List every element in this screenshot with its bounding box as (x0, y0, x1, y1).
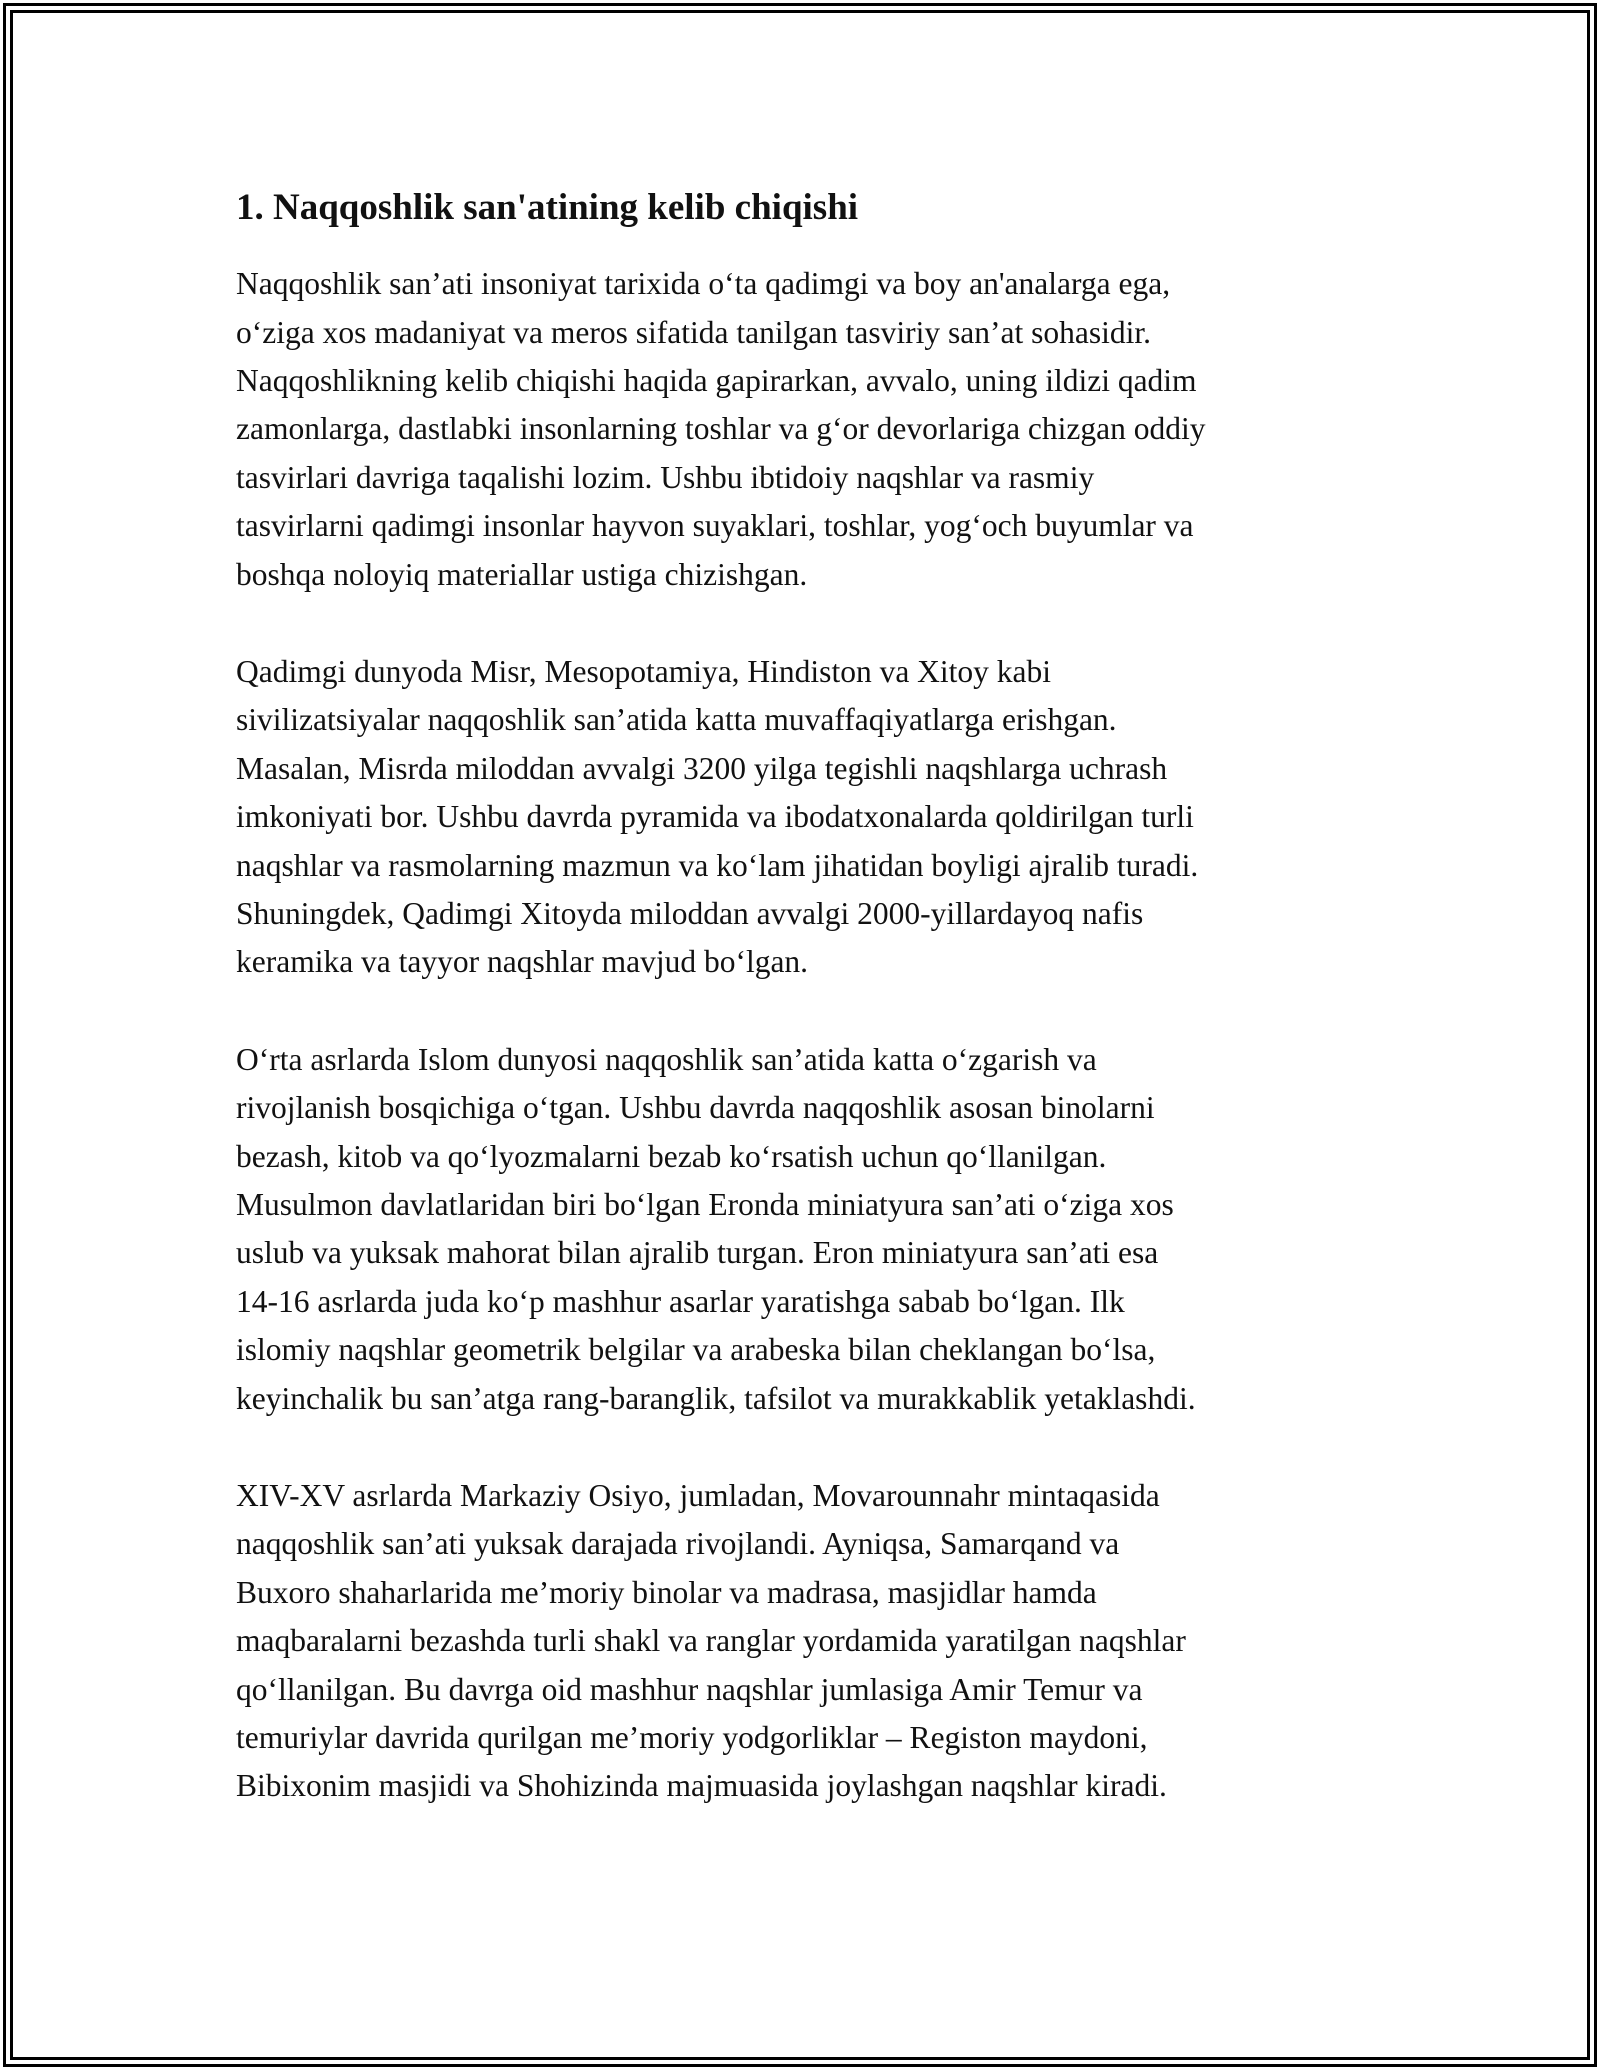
text-line: keyinchalik bu san’atga rang-baranglik, tafsilot va murakkablik yetaklashdi. (236, 1380, 1196, 1416)
text-line: qo‘llanilgan. Bu davrga oid mashhur naqshlar jumlasiga Amir Temur va (236, 1671, 1143, 1707)
text-line: Buxoro shaharlarida me’moriy binolar va madrasa, masjidlar hamda (236, 1574, 1097, 1610)
text-line: uslub va yuksak mahorat bilan ajralib turgan. Eron miniatyura san’ati esa (236, 1235, 1159, 1271)
text-line: naqqoshlik san’ati yuksak darajada rivojlandi. Ayniqsa, Samarqand va (236, 1526, 1120, 1562)
section-title: 1. Naqqoshlik san'atining kelib chiqishi (236, 187, 859, 228)
text-line: imkoniyati bor. Ushbu davrda pyramida va ibodatxonalarda qoldirilgan turli (236, 799, 1194, 835)
text-line: O‘rta asrlarda Islom dunyosi naqqoshlik san’atida katta o‘zgarish va (236, 1041, 1097, 1077)
text-line: Naqqoshlikning kelib chiqishi haqida gapirarkan, avvalo, uning ildizi qadim (236, 362, 1197, 398)
text-line: Naqqoshlik san’ati insoniyat tarixida o‘ta qadimgi va boy an'analarga ega, (236, 266, 1171, 302)
text-line: Musulmon davlatlaridan biri bo‘lgan Eronda miniatyura san’ati o‘ziga xos (236, 1187, 1174, 1222)
text-line: o‘ziga xos madaniyat va meros sifatida tanilgan tasviriy san’at sohasidir. (236, 314, 1152, 350)
text-line: Shuningdek, Qadimgi Xitoyda miloddan avvalgi 2000-yillardayoq nafis (236, 895, 1144, 931)
text-line: 14-16 asrlarda juda ko‘p mashhur asarlar yaratishga sabab bo‘lgan. Ilk (236, 1283, 1125, 1319)
text-line: zamonlarga, dastlabki insonlarning toshlar va g‘or devorlariga chizgan oddiy (236, 411, 1206, 447)
text-line: rivojlanish bosqichiga o‘tgan. Ushbu davrda naqqoshlik asosan binolarni (236, 1090, 1155, 1126)
text-line: Bibixonim masjidi va Shohizinda majmuasida joylashgan naqshlar kiradi. (236, 1768, 1167, 1804)
document-body (236, 184, 1396, 1860)
text-line: Masalan, Misrda miloddan avvalgi 3200 yilga tegishli naqshlarga uchrash (236, 750, 1168, 786)
paragraph-ancient-world (236, 648, 1396, 987)
text-line: XIV-XV asrlarda Markaziy Osiyo, jumladan, Movarounnahr mintaqasida (236, 1478, 1160, 1514)
paragraph-central-asia (236, 1472, 1396, 1811)
text-line: Qadimgi dunyoda Misr, Mesopotamiya, Hindiston va Xitoy kabi (236, 653, 1052, 689)
paragraph-origins (236, 260, 1396, 599)
text-line: sivilizatsiyalar naqqoshlik san’atida katta muvaffaqiyatlarga erishgan. (236, 702, 1117, 738)
text-line: bezash, kitob va qo‘lyozmalarni bezab ko‘rsatish uchun qo‘llanilgan. (236, 1138, 1107, 1174)
text-line: naqshlar va rasmolarning mazmun va ko‘lam jihatidan boyligi ajralib turadi. (236, 847, 1199, 883)
text-line: maqbaralarni bezashda turli shakl va ranglar yordamida yaratilgan naqshlar (236, 1623, 1186, 1659)
text-line: temuriylar davrida qurilgan me’moriy yodgorliklar – Registon maydoni, (236, 1720, 1148, 1756)
paragraph-middle-ages (236, 1036, 1396, 1423)
text-line: tasvirlarni qadimgi insonlar hayvon suyaklari, toshlar, yog‘och buyumlar va (236, 508, 1194, 544)
text-line: boshqa noloyiq materiallar ustiga chizishgan. (236, 556, 808, 592)
text-line: keramika va tayyor naqshlar mavjud bo‘lgan. (236, 944, 809, 980)
text-line: tasvirlari davriga taqalishi lozim. Ushbu ibtidoiy naqshlar va rasmiy (236, 459, 1095, 495)
text-line: islomiy naqshlar geometrik belgilar va arabeska bilan cheklangan bo‘lsa, (236, 1332, 1156, 1368)
